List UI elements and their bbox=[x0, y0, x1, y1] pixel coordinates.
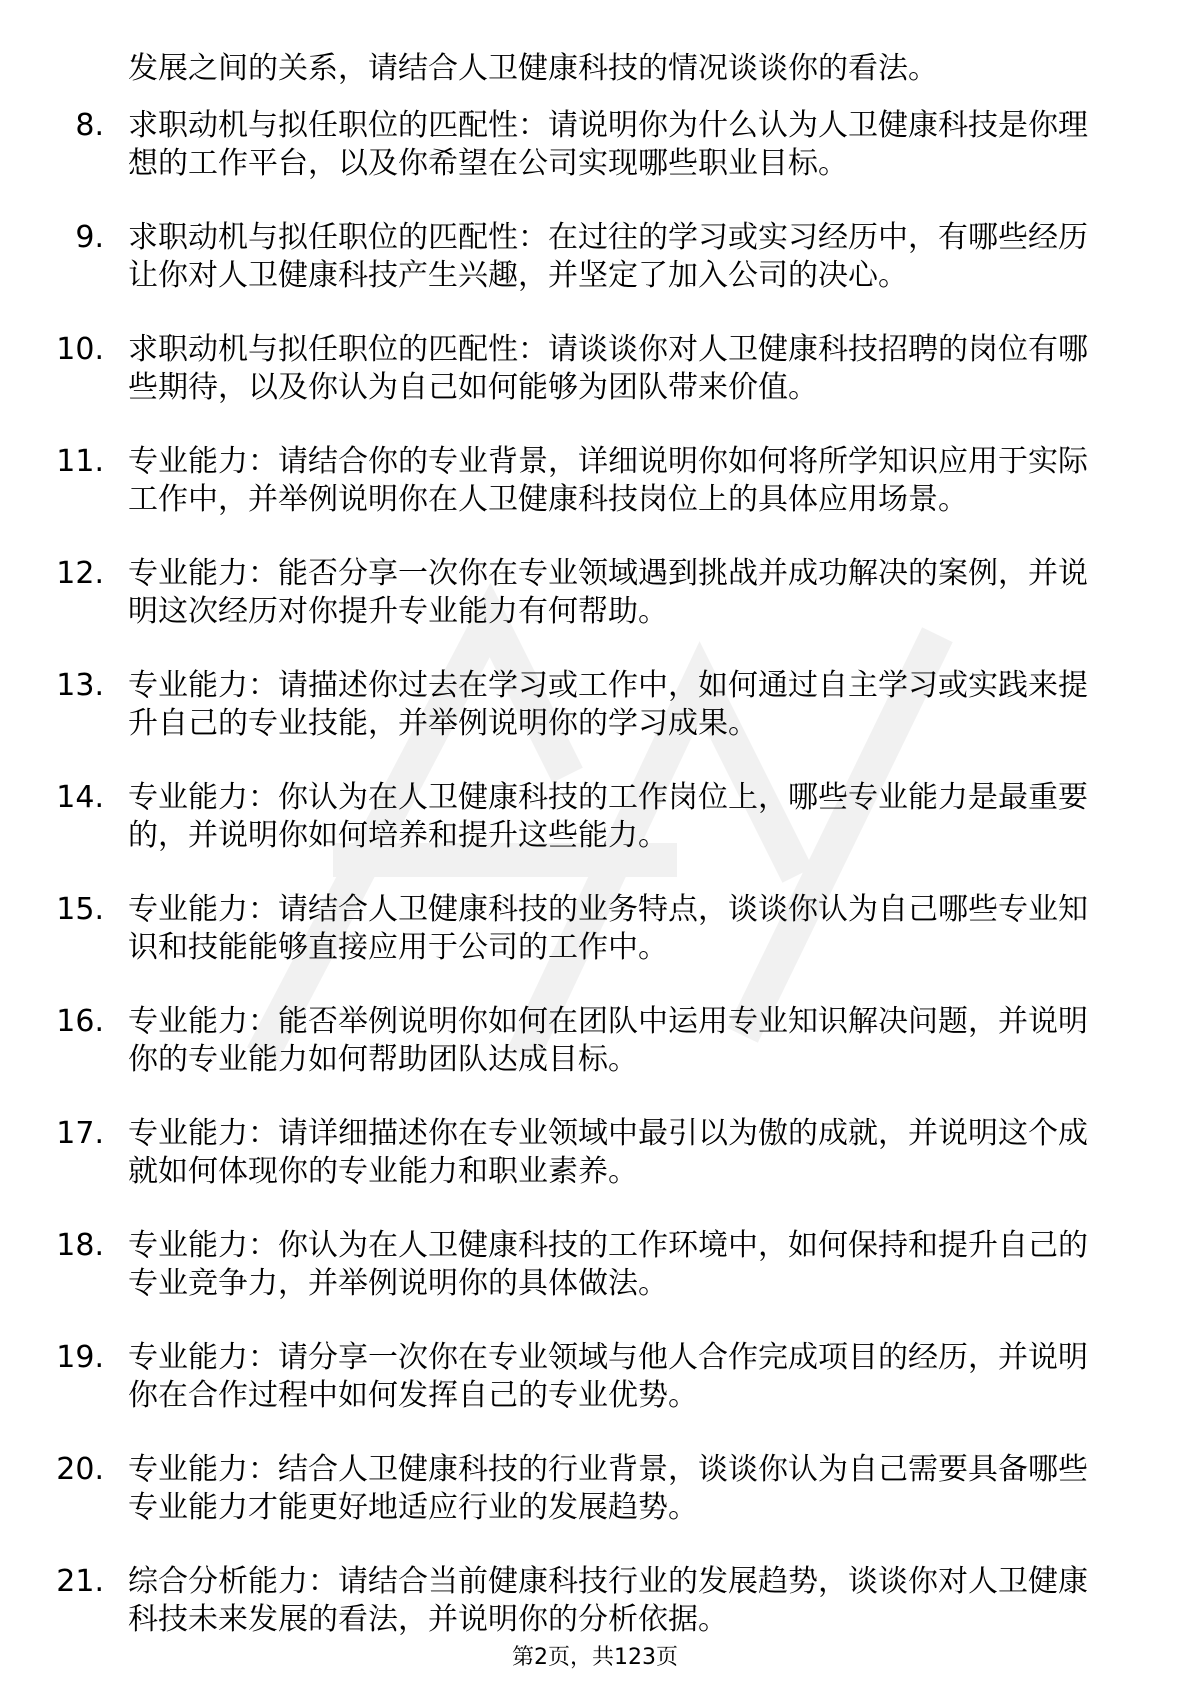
question-item bbox=[0, 107, 1108, 183]
question-number: 11. bbox=[56, 444, 104, 479]
question-number: 13. bbox=[56, 668, 104, 703]
question-number: 10. bbox=[56, 332, 104, 367]
page-footer: 第2页，共123页 bbox=[512, 1645, 678, 1670]
question-item bbox=[0, 1563, 1108, 1639]
question-number: 19. bbox=[56, 1340, 104, 1375]
question-text: 求职动机与拟任职位的匹配性：请谈谈你对人卫健康科技招聘的岗位有哪些期待，以及你认为自己如何能够为团队带来价值。 bbox=[128, 332, 1088, 405]
question-text: 专业能力：请分享一次你在专业领域与他人合作完成项目的经历，并说明你在合作过程中如何发挥自己的专业优势。 bbox=[128, 1340, 1088, 1413]
question-number: 16. bbox=[56, 1004, 104, 1039]
question-text: 专业能力：能否分享一次你在专业领域遇到挑战并成功解决的案例，并说明这次经历对你提升专业能力有何帮助。 bbox=[128, 556, 1088, 629]
question-number: 21. bbox=[56, 1564, 104, 1599]
question-text: 求职动机与拟任职位的匹配性：在过往的学习或实习经历中，有哪些经历让你对人卫健康科技产生兴趣，并坚定了加入公司的决心。 bbox=[128, 220, 1088, 293]
question-text: 专业能力：请详细描述你在专业领域中最引以为傲的成就，并说明这个成就如何体现你的专业能力和职业素养。 bbox=[128, 1116, 1088, 1189]
question-number: 18. bbox=[56, 1228, 104, 1263]
question-item bbox=[0, 1227, 1108, 1303]
question-number: 15. bbox=[56, 892, 104, 927]
question-text: 专业能力：你认为在人卫健康科技的工作环境中，如何保持和提升自己的专业竞争力，并举例说明你的具体做法。 bbox=[128, 1228, 1088, 1301]
question-item bbox=[0, 1339, 1108, 1415]
question-item bbox=[0, 1115, 1108, 1191]
question-number: 12. bbox=[56, 556, 104, 591]
question-text: 专业能力：能否举例说明你如何在团队中运用专业知识解决问题，并说明你的专业能力如何帮助团队达成目标。 bbox=[128, 1004, 1088, 1077]
question-text: 专业能力：结合人卫健康科技的行业背景，谈谈你认为自己需要具备哪些专业能力才能更好地适应行业的发展趋势。 bbox=[128, 1452, 1088, 1525]
question-item bbox=[0, 331, 1108, 407]
question-number: 17. bbox=[56, 1116, 104, 1151]
question-text: 专业能力：请结合你的专业背景，详细说明你如何将所学知识应用于实际工作中，并举例说明你在人卫健康科技岗位上的具体应用场景。 bbox=[128, 444, 1088, 517]
question-text: 综合分析能力：请结合当前健康科技行业的发展趋势，谈谈你对人卫健康科技未来发展的看法，并说明你的分析依据。 bbox=[128, 1564, 1088, 1637]
continuation-text: 发展之间的关系，请结合人卫健康科技的情况谈谈你的看法。 bbox=[128, 51, 938, 86]
question-item bbox=[0, 891, 1108, 967]
question-number: 20. bbox=[56, 1452, 104, 1487]
question-text: 求职动机与拟任职位的匹配性：请说明你为什么认为人卫健康科技是你理想的工作平台，以及你希望在公司实现哪些职业目标。 bbox=[128, 108, 1088, 181]
question-number: 8. bbox=[75, 108, 104, 143]
question-list bbox=[0, 107, 1190, 1675]
question-text: 专业能力：请结合人卫健康科技的业务特点，谈谈你认为自己哪些专业知识和技能能够直接应用于公司的工作中。 bbox=[128, 892, 1088, 965]
question-text: 专业能力：你认为在人卫健康科技的工作岗位上，哪些专业能力是最重要的，并说明你如何培养和提升这些能力。 bbox=[128, 780, 1088, 853]
question-item bbox=[0, 1003, 1108, 1079]
question-text: 专业能力：请描述你过去在学习或工作中，如何通过自主学习或实践来提升自己的专业技能，并举例说明你的学习成果。 bbox=[128, 668, 1088, 741]
question-item bbox=[0, 779, 1108, 855]
question-item bbox=[0, 555, 1108, 631]
question-item bbox=[0, 443, 1108, 519]
question-number: 9. bbox=[75, 220, 104, 255]
question-item bbox=[0, 667, 1108, 743]
question-item bbox=[0, 1451, 1108, 1527]
question-number: 14. bbox=[56, 780, 104, 815]
question-item bbox=[0, 219, 1108, 295]
